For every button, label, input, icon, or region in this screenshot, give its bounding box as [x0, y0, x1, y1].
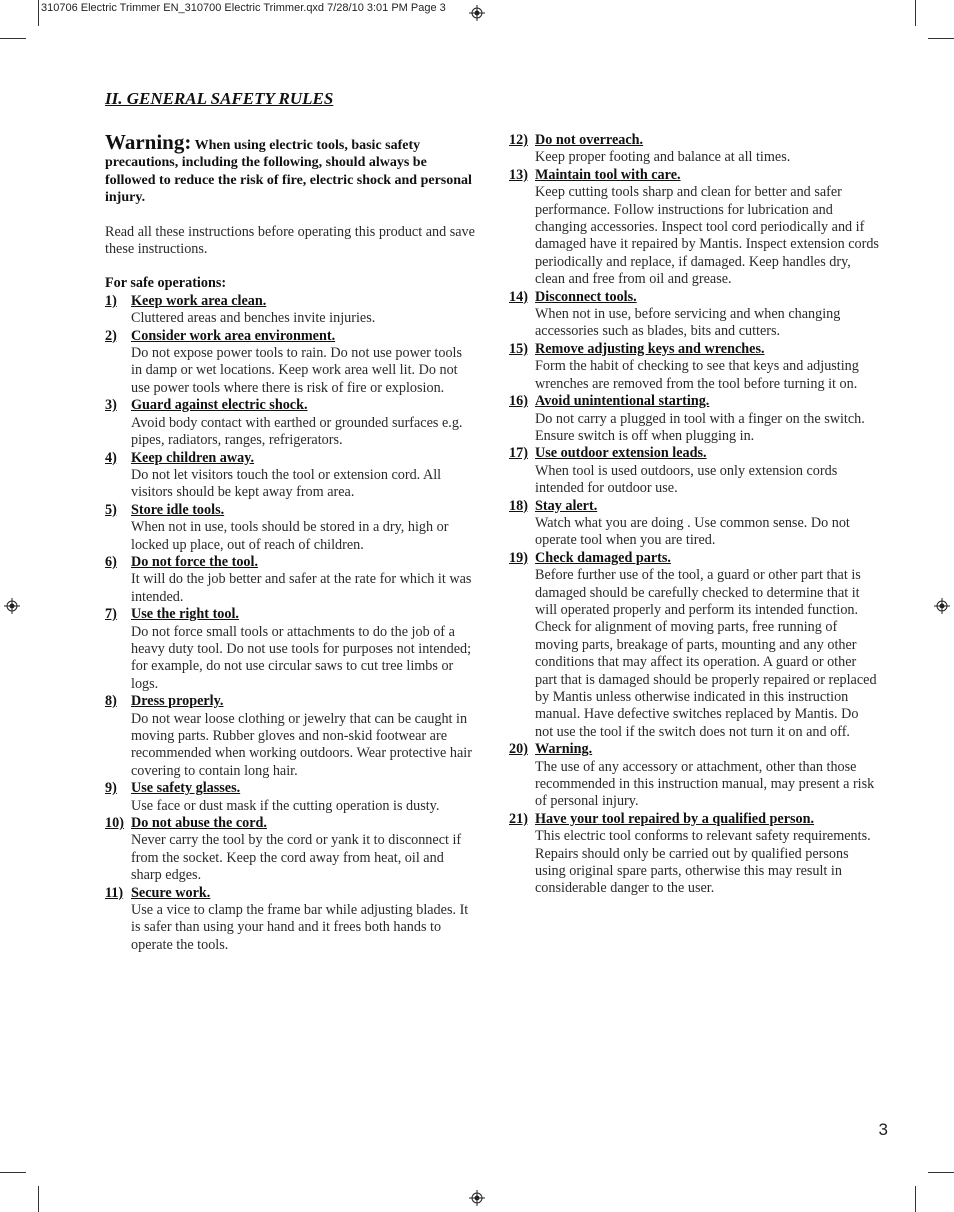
rule-title: Guard against electric shock.: [131, 397, 308, 414]
rule-number: 16): [509, 393, 528, 410]
safety-rule-item: [105, 693, 475, 780]
rule-body: Cluttered areas and benches invite injuries.: [131, 310, 376, 327]
rule-title: Secure work.: [131, 884, 211, 901]
rule-title: Use safety glasses.: [131, 780, 241, 797]
safety-rule-item: [105, 554, 475, 606]
warning-paragraph: [105, 130, 475, 207]
crop-mark: [928, 38, 954, 39]
rule-body: The use of any accessory or attachment, other than those recommended in this instruction manual, may present a risk of personal injury.: [535, 758, 875, 810]
rule-title: Do not force the tool.: [131, 553, 259, 570]
safety-rule-item: [105, 502, 475, 554]
safety-rule-item: [509, 289, 879, 341]
safety-rule-item: [509, 132, 879, 167]
rule-body: Form the habit of checking to see that keys and adjusting wrenches are removed from the tool before turning it on.: [535, 358, 859, 392]
rule-title: Maintain tool with care.: [535, 166, 681, 183]
safety-rule-item: [105, 293, 475, 328]
safety-rule-item: [509, 550, 879, 741]
rule-body: Do not wear loose clothing or jewelry that can be caught in moving parts. Rubber gloves and non-skid footwear are recommended when working outdoors. Wear protective hair covering to contain long hair.: [131, 710, 472, 779]
registration-mark-icon: [934, 598, 950, 614]
rule-body: Watch what you are doing . Use common sense. Do not operate tool when you are tired.: [535, 514, 850, 549]
rule-number: 13): [509, 166, 528, 183]
rule-title: Warning.: [535, 741, 593, 758]
rule-number: 11): [105, 884, 124, 901]
rules-list-left: [105, 293, 475, 954]
rule-number: 14): [509, 288, 528, 305]
rule-title: Keep children away.: [131, 449, 255, 466]
rule-title: Avoid unintentional starting.: [535, 393, 710, 410]
rule-body: Avoid body contact with earthed or grounded surfaces e.g. pipes, radiators, ranges, refrigerators.: [131, 414, 463, 449]
safety-rule-item: [105, 397, 475, 449]
page-number: 3: [878, 1120, 888, 1139]
rule-number: 3): [105, 397, 117, 414]
safety-rule-item: [509, 341, 879, 393]
rule-title: Keep work area clean.: [131, 292, 267, 309]
crop-mark: [0, 38, 26, 39]
crop-mark: [38, 0, 39, 26]
rule-title: Consider work area environment.: [131, 327, 336, 344]
safety-rule-item: [509, 393, 879, 445]
rule-number: 2): [105, 327, 117, 344]
rule-title: Do not overreach.: [535, 132, 644, 148]
rule-number: 21): [509, 810, 528, 827]
crop-mark: [38, 1186, 39, 1212]
rule-body: It will do the job better and safer at the rate for which it was intended.: [131, 571, 472, 605]
rule-body: When not in use, tools should be stored in a dry, high or locked up place, out of reach of children.: [131, 519, 449, 553]
crop-mark: [0, 1172, 26, 1173]
safe-operations-heading: For safe operations:: [105, 275, 227, 292]
safety-rule-item: [509, 445, 879, 497]
warning-text: When using electric tools, basic safety precautions, including the following, should always be followed to reduce the risk of fire, electric shock and personal injury.: [105, 138, 472, 206]
rule-title: Remove adjusting keys and wrenches.: [535, 340, 765, 357]
rule-number: 6): [105, 553, 117, 570]
rule-body: Before further use of the tool, a guard or other part that is damaged should be carefully checked to determine that it will operated properly and perform its intended function. Check for alignment of moving parts, free running of moving parts, breakage of parts, mounting and any other conditions that may affect its operation. A guard or other part that is damaged should be properly repaired or replaced by Mantis unless otherwise indicated in this instruction manual. Have defective switches replaced by Mantis. Do not use the tool if the switch does not turn it on and off.: [535, 567, 877, 740]
registration-mark-icon: [4, 598, 20, 614]
rule-body: Do not expose power tools to rain. Do not use power tools in damp or wet locations. Keep work area well lit. Do not use power tools where there is risk of fire or explosion.: [131, 345, 462, 396]
section-title: II. GENERAL SAFETY RULES: [105, 89, 334, 108]
rule-body: When not in use, before servicing and when changing accessories such as blades, bits and cutters.: [535, 306, 841, 340]
safety-rule-item: [509, 811, 879, 898]
rule-title: Have your tool repaired by a qualified person.: [535, 810, 815, 827]
safety-rule-item: [105, 885, 475, 955]
printer-slug: 310706 Electric Trimmer EN_310700 Electric Trimmer.qxd 7/28/10 3:01 PM Page 3: [41, 2, 446, 14]
rule-body: Keep cutting tools sharp and clean for better and safer performance. Follow instructions for lubrication and changing accessories. Inspect tool cord periodically and if damaged have it repaired by Mantis. Inspect extension cords periodically and replace, if damaged. Keep handles dry, clean and free from oil and grease.: [535, 184, 879, 288]
registration-mark-icon: [469, 5, 485, 21]
rule-body: Do not force small tools or attachments to do the job of a heavy duty tool. Do not use tools for purposes not intended; for example, do not use circular saws to cut tree limbs or logs.: [131, 623, 472, 692]
rule-number: 9): [105, 780, 117, 797]
rule-number: 5): [105, 501, 117, 518]
intro-paragraph: Read all these instructions before operating this product and save these instructions.: [105, 223, 475, 258]
left-column: [105, 89, 475, 954]
safety-rule-item: [509, 741, 879, 811]
rule-body: Use a vice to clamp the frame bar while adjusting blades. It is safer than using your hand and it frees both hands to operate the tools.: [131, 902, 469, 953]
rule-number: 19): [509, 549, 528, 566]
safety-rule-item: [105, 606, 475, 693]
rule-title: Stay alert.: [535, 497, 598, 514]
rule-number: 20): [509, 741, 528, 758]
safety-rule-item: [105, 450, 475, 502]
registration-mark-icon: [469, 1190, 485, 1206]
safety-rule-item: [105, 815, 475, 885]
crop-mark: [915, 1186, 916, 1212]
rule-title: Disconnect tools.: [535, 288, 637, 305]
rule-body: Never carry the tool by the cord or yank it to disconnect if from the socket. Keep the cord away from heat, oil and sharp edges.: [131, 832, 462, 884]
rule-number: 12): [509, 132, 528, 148]
rule-body: Keep proper footing and balance at all times.: [535, 149, 791, 166]
crop-mark: [928, 1172, 954, 1173]
safety-rule-item: [105, 780, 475, 815]
safety-rule-item: [509, 167, 879, 289]
rule-title: Dress properly.: [131, 693, 224, 710]
rule-number: 17): [509, 445, 528, 462]
rule-body: Do not carry a plugged in tool with a finger on the switch. Ensure switch is off when plugging in.: [535, 410, 865, 444]
rule-number: 4): [105, 449, 117, 466]
rule-title: Store idle tools.: [131, 501, 225, 518]
right-column: [509, 132, 879, 898]
rule-number: 15): [509, 340, 528, 357]
rule-number: 10): [105, 815, 124, 832]
rule-number: 18): [509, 497, 528, 514]
rule-number: 1): [105, 292, 117, 309]
safety-rule-item: [509, 498, 879, 550]
rule-title: Check damaged parts.: [535, 549, 671, 566]
rule-body: Do not let visitors touch the tool or extension cord. All visitors should be kept away from area.: [131, 466, 442, 501]
rule-title: Use the right tool.: [131, 606, 239, 623]
safety-rule-item: [105, 328, 475, 398]
rules-list-right: [509, 132, 879, 898]
rule-body: This electric tool conforms to relevant safety requirements. Repairs should only be carried out by qualified persons using original spare parts, otherwise this may result in considerable danger to the user.: [535, 828, 871, 897]
rule-title: Do not abuse the cord.: [131, 815, 267, 832]
crop-mark: [915, 0, 916, 26]
rule-title: Use outdoor extension leads.: [535, 445, 707, 462]
rule-body: Use face or dust mask if the cutting operation is dusty.: [131, 797, 440, 814]
rule-number: 7): [105, 606, 117, 623]
rule-number: 8): [105, 693, 117, 710]
warning-lead: Warning:: [105, 130, 192, 154]
rule-body: When tool is used outdoors, use only extension cords intended for outdoor use.: [535, 462, 838, 497]
